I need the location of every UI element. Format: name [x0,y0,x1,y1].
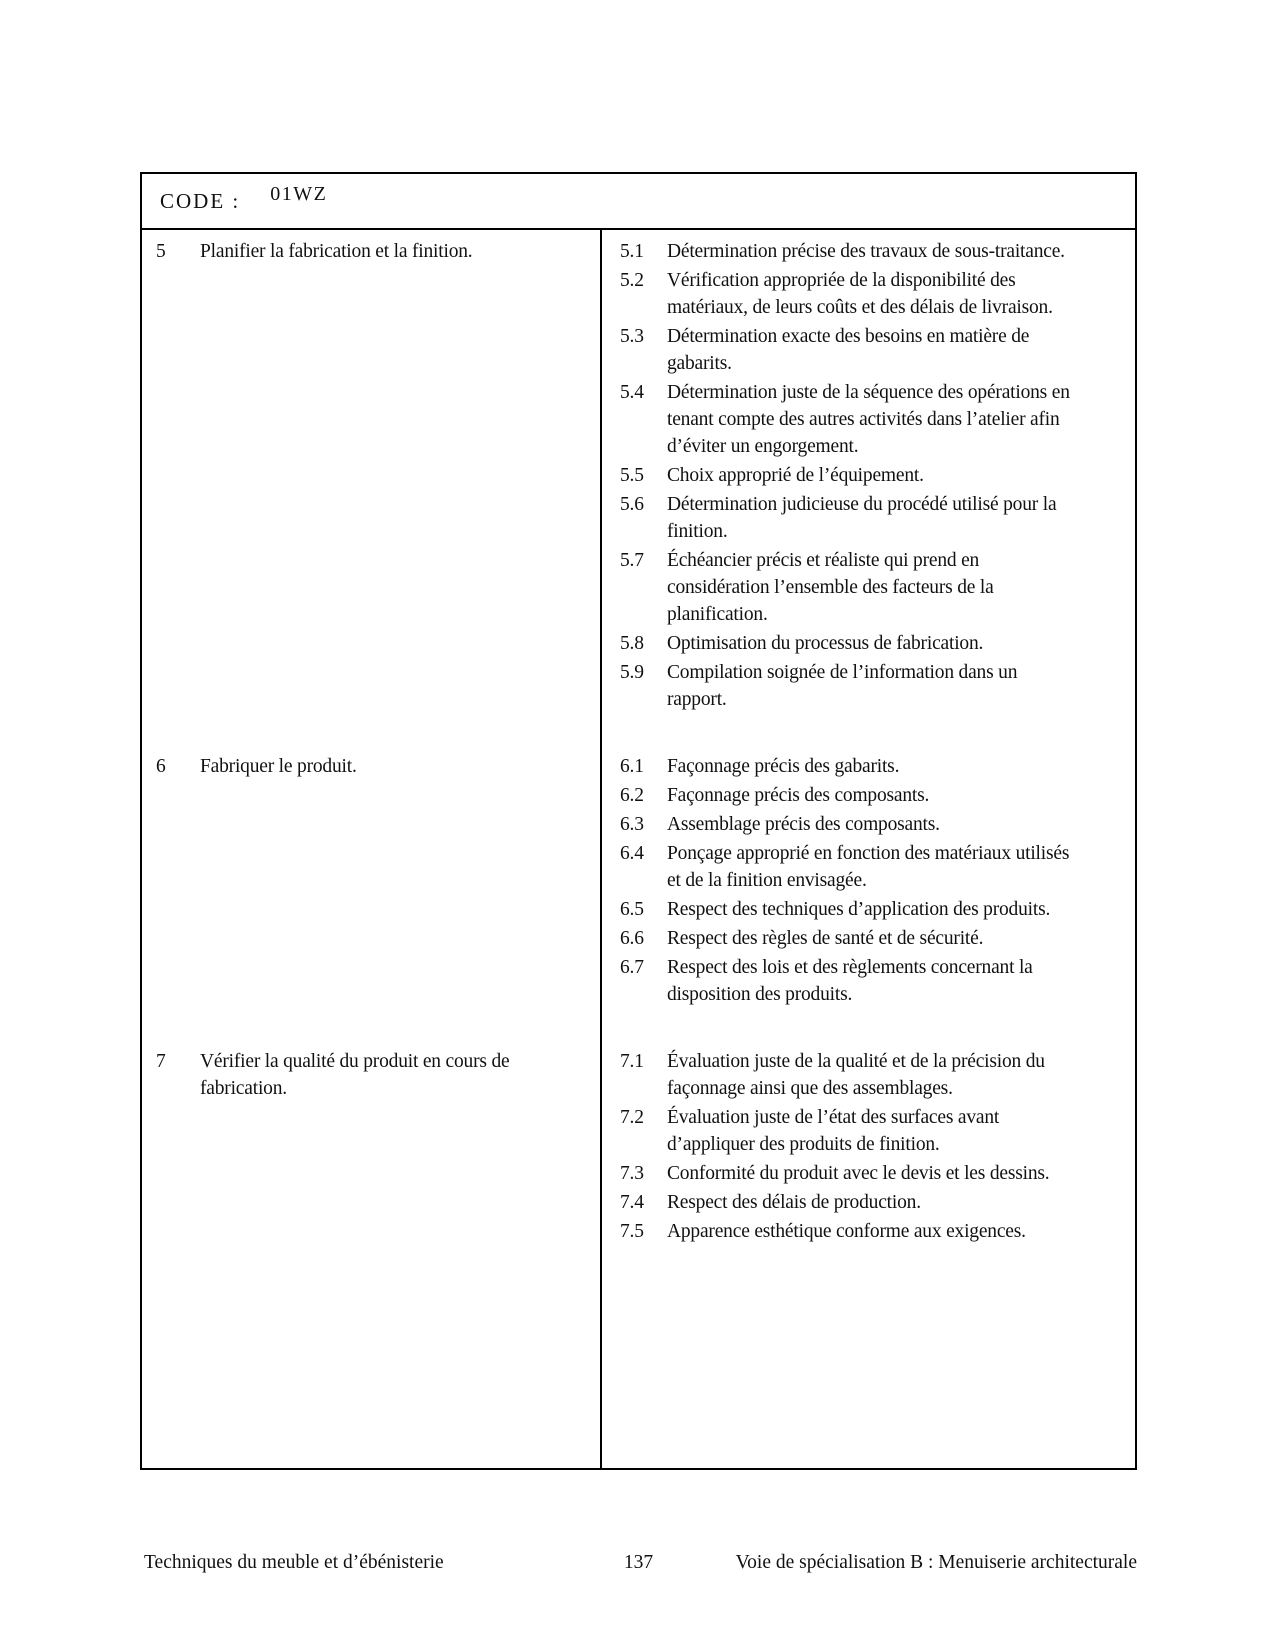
footer-document-title: Techniques du meuble et d’ébénisterie [144,1552,444,1573]
objective-group-5 [142,238,1135,713]
objective-text: Planifier la fabrication et la finition. [200,241,473,262]
criterion-row [620,323,1135,377]
code-header-row [142,174,1135,230]
table-body [142,230,1135,1468]
criterion-number: 5.3 [620,326,644,347]
criterion-number: 5.4 [620,382,644,403]
criterion-row [620,753,1135,780]
criterion-text: Conformité du produit avec le devis et les dessins. [667,1163,1050,1184]
criterion-text: Détermination judicieuse du procédé utilisé pour la finition. [667,494,1057,542]
criterion-number: 6.3 [620,814,644,835]
criteria-cell [600,753,1135,1008]
criterion-number: 7.4 [620,1192,644,1213]
criterion-number: 6.7 [620,957,644,978]
criterion-number: 6.4 [620,843,644,864]
criterion-text: Détermination exacte des besoins en matière de gabarits. [667,326,1030,374]
objective-group-7 [142,1048,1135,1245]
objective-cell [142,753,600,780]
objective-text: Fabriquer le produit. [200,756,357,777]
criterion-number: 5.2 [620,270,644,291]
criterion-row [620,840,1135,894]
criterion-row [620,379,1135,460]
criterion-text: Vérification appropriée de la disponibilité des matériaux, de leurs coûts et des délais de livraison. [667,270,1053,318]
criterion-number: 6.2 [620,785,644,806]
criterion-text: Respect des lois et des règlements concernant la disposition des produits. [667,957,1033,1005]
objective-number: 7 [156,1051,166,1072]
criterion-row [620,267,1135,321]
criterion-row [620,659,1135,713]
criterion-text: Évaluation juste de la qualité et de la précision du façonnage ainsi que des assemblages. [667,1051,1045,1099]
criterion-text: Respect des règles de santé et de sécurité. [667,928,984,949]
code-label: CODE : [160,188,241,213]
criterion-row [620,1104,1135,1158]
criterion-number: 6.1 [620,756,644,777]
criteria-cell [600,1048,1135,1245]
criterion-row [620,547,1135,628]
criterion-number: 5.1 [620,241,644,262]
criterion-text: Évaluation juste de l’état des surfaces avant d’appliquer des produits de finition. [667,1107,1000,1155]
criterion-row [620,1218,1135,1245]
objective-number: 6 [156,756,166,777]
criterion-text: Détermination juste de la séquence des opérations en tenant compte des autres activités dans l’atelier afin d’éviter un engorgement. [667,382,1070,457]
criterion-row [620,1048,1135,1102]
criterion-number: 5.9 [620,662,644,683]
objective-text: Vérifier la qualité du produit en cours de fabrication. [200,1051,510,1099]
criterion-row [620,1160,1135,1187]
criterion-row [620,491,1135,545]
criterion-row [620,954,1135,1008]
code-value: 01WZ [270,182,328,205]
evaluation-table [140,172,1137,1470]
criterion-text: Respect des délais de production. [667,1192,921,1213]
criterion-text: Respect des techniques d’application des produits. [667,899,1051,920]
page-footer [140,1552,1137,1580]
criterion-row [620,238,1135,265]
criterion-number: 5.5 [620,465,644,486]
criterion-text: Façonnage précis des gabarits. [667,756,900,777]
objective-number: 5 [156,241,166,262]
criterion-row [620,811,1135,838]
criterion-number: 5.6 [620,494,644,515]
criterion-number: 7.5 [620,1221,644,1242]
criterion-text: Détermination précise des travaux de sous-traitance. [667,241,1065,262]
criterion-number: 7.3 [620,1163,644,1184]
criterion-text: Optimisation du processus de fabrication. [667,633,984,654]
criterion-row [620,782,1135,809]
criterion-text: Choix approprié de l’équipement. [667,465,924,486]
criterion-row [620,462,1135,489]
column-divider [600,230,602,1468]
footer-section-title: Voie de spécialisation B : Menuiserie architecturale [735,1552,1137,1573]
criterion-row [620,630,1135,657]
criterion-number: 6.6 [620,928,644,949]
criterion-row [620,1189,1135,1216]
criterion-row [620,896,1135,923]
objective-cell [142,1048,600,1102]
criterion-number: 5.8 [620,633,644,654]
criterion-text: Échéancier précis et réaliste qui prend en considération l’ensemble des facteurs de la planification. [667,550,994,625]
criterion-number: 7.2 [620,1107,644,1128]
criterion-text: Assemblage précis des composants. [667,814,940,835]
criterion-text: Façonnage précis des composants. [667,785,930,806]
footer-page-number: 137 [623,1552,654,1573]
objective-cell [142,238,600,265]
criterion-text: Compilation soignée de l’information dans un rapport. [667,662,1018,710]
criterion-text: Apparence esthétique conforme aux exigences. [667,1221,1026,1242]
criterion-number: 5.7 [620,550,644,571]
criterion-number: 7.1 [620,1051,644,1072]
criteria-cell [600,238,1135,713]
criterion-number: 6.5 [620,899,644,920]
criterion-text: Ponçage approprié en fonction des matériaux utilisés et de la finition envisagée. [667,843,1070,891]
criterion-row [620,925,1135,952]
objective-group-6 [142,753,1135,1008]
